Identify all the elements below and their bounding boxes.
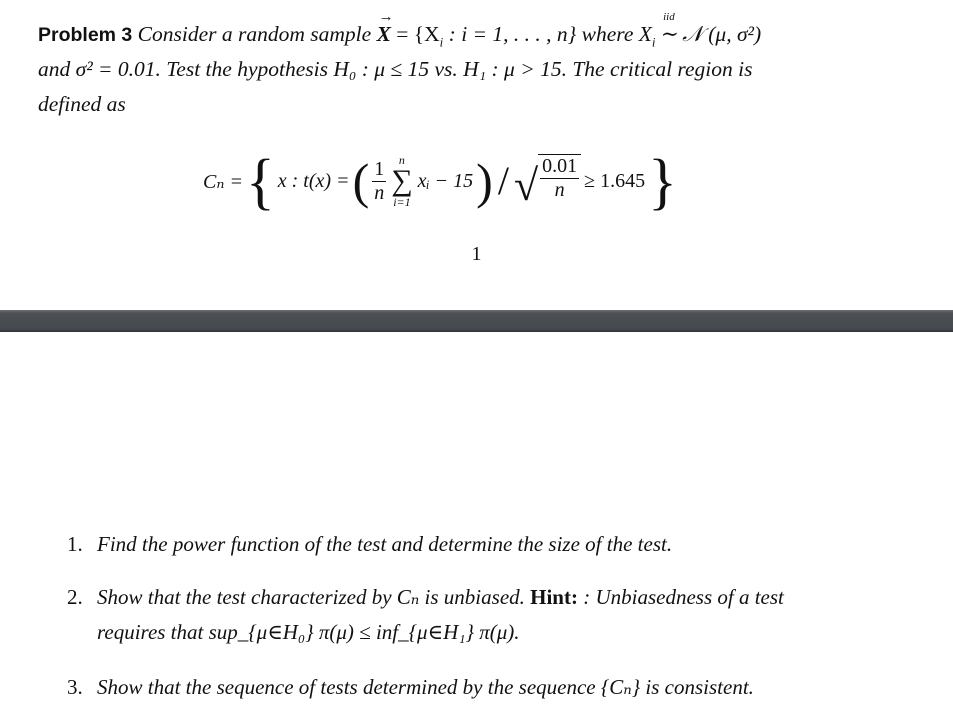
- question-3: 3. Show that the sequence of tests determined by the sequence {Cₙ} is consistent.: [67, 675, 754, 699]
- threshold-inequality: ≥ 1.645: [584, 169, 646, 192]
- left-brace: {: [245, 146, 275, 216]
- formula-set-variable: x : t(x) =: [277, 169, 350, 192]
- sample-vector-symbol: → X: [377, 22, 391, 47]
- document-page-top: [0, 0, 953, 310]
- hint-label: Hint:: [530, 585, 578, 609]
- document-page-bottom: [0, 332, 953, 725]
- sample-set: = {X: [396, 22, 440, 46]
- critical-region-formula: [203, 140, 763, 222]
- right-paren: ): [476, 153, 493, 209]
- problem-label: Problem 3: [38, 24, 133, 46]
- question-2: 2. Show that the test characterized by Cₙ is unbiased. Hint: : Unbiasedness of a test: [67, 585, 784, 609]
- problem-line-2: and σ² = 0.01. Test the hypothesis H₀ : μ ≤ 15 vs. H₁ : μ > 15. The critical region is: [38, 57, 753, 81]
- distribution: 𝒩 (μ, σ²): [682, 22, 762, 46]
- right-brace: }: [648, 146, 677, 216]
- page-number: 1: [471, 243, 482, 265]
- formula-lhs: Cₙ =: [203, 170, 243, 193]
- question-1: 1. Find the power function of the test and determine the size of the test.: [67, 532, 673, 556]
- iid-symbol: iid ∼: [660, 11, 679, 46]
- problem-intro: Consider a random sample: [137, 22, 372, 46]
- question-2-continued: requires that sup_{μ∈H₀} π(μ) ≤ inf_{μ∈H₁} π(μ).: [97, 620, 520, 644]
- left-paren: (: [352, 153, 370, 209]
- page-separator: [0, 310, 953, 332]
- sum-term: xᵢ − 15: [417, 169, 474, 192]
- summation: n ∑ i=1: [391, 153, 413, 209]
- square-root: √ $\frac{0.01}{n}$: [514, 154, 581, 208]
- problem-line-3: defined as: [38, 92, 126, 116]
- sample-set-condition: : i = 1, . . . , n} where X: [448, 22, 652, 46]
- division-slash: /: [497, 158, 509, 203]
- one-over-n-fraction: $\frac{1}{n}$: [374, 157, 385, 204]
- problem-line-1: Problem 3 Consider a random sample → $X = \{X_i$ : i = 1, . . . , n} where $X_i$ iid ∼ 𝒩 (μ, σ²): [38, 22, 761, 47]
